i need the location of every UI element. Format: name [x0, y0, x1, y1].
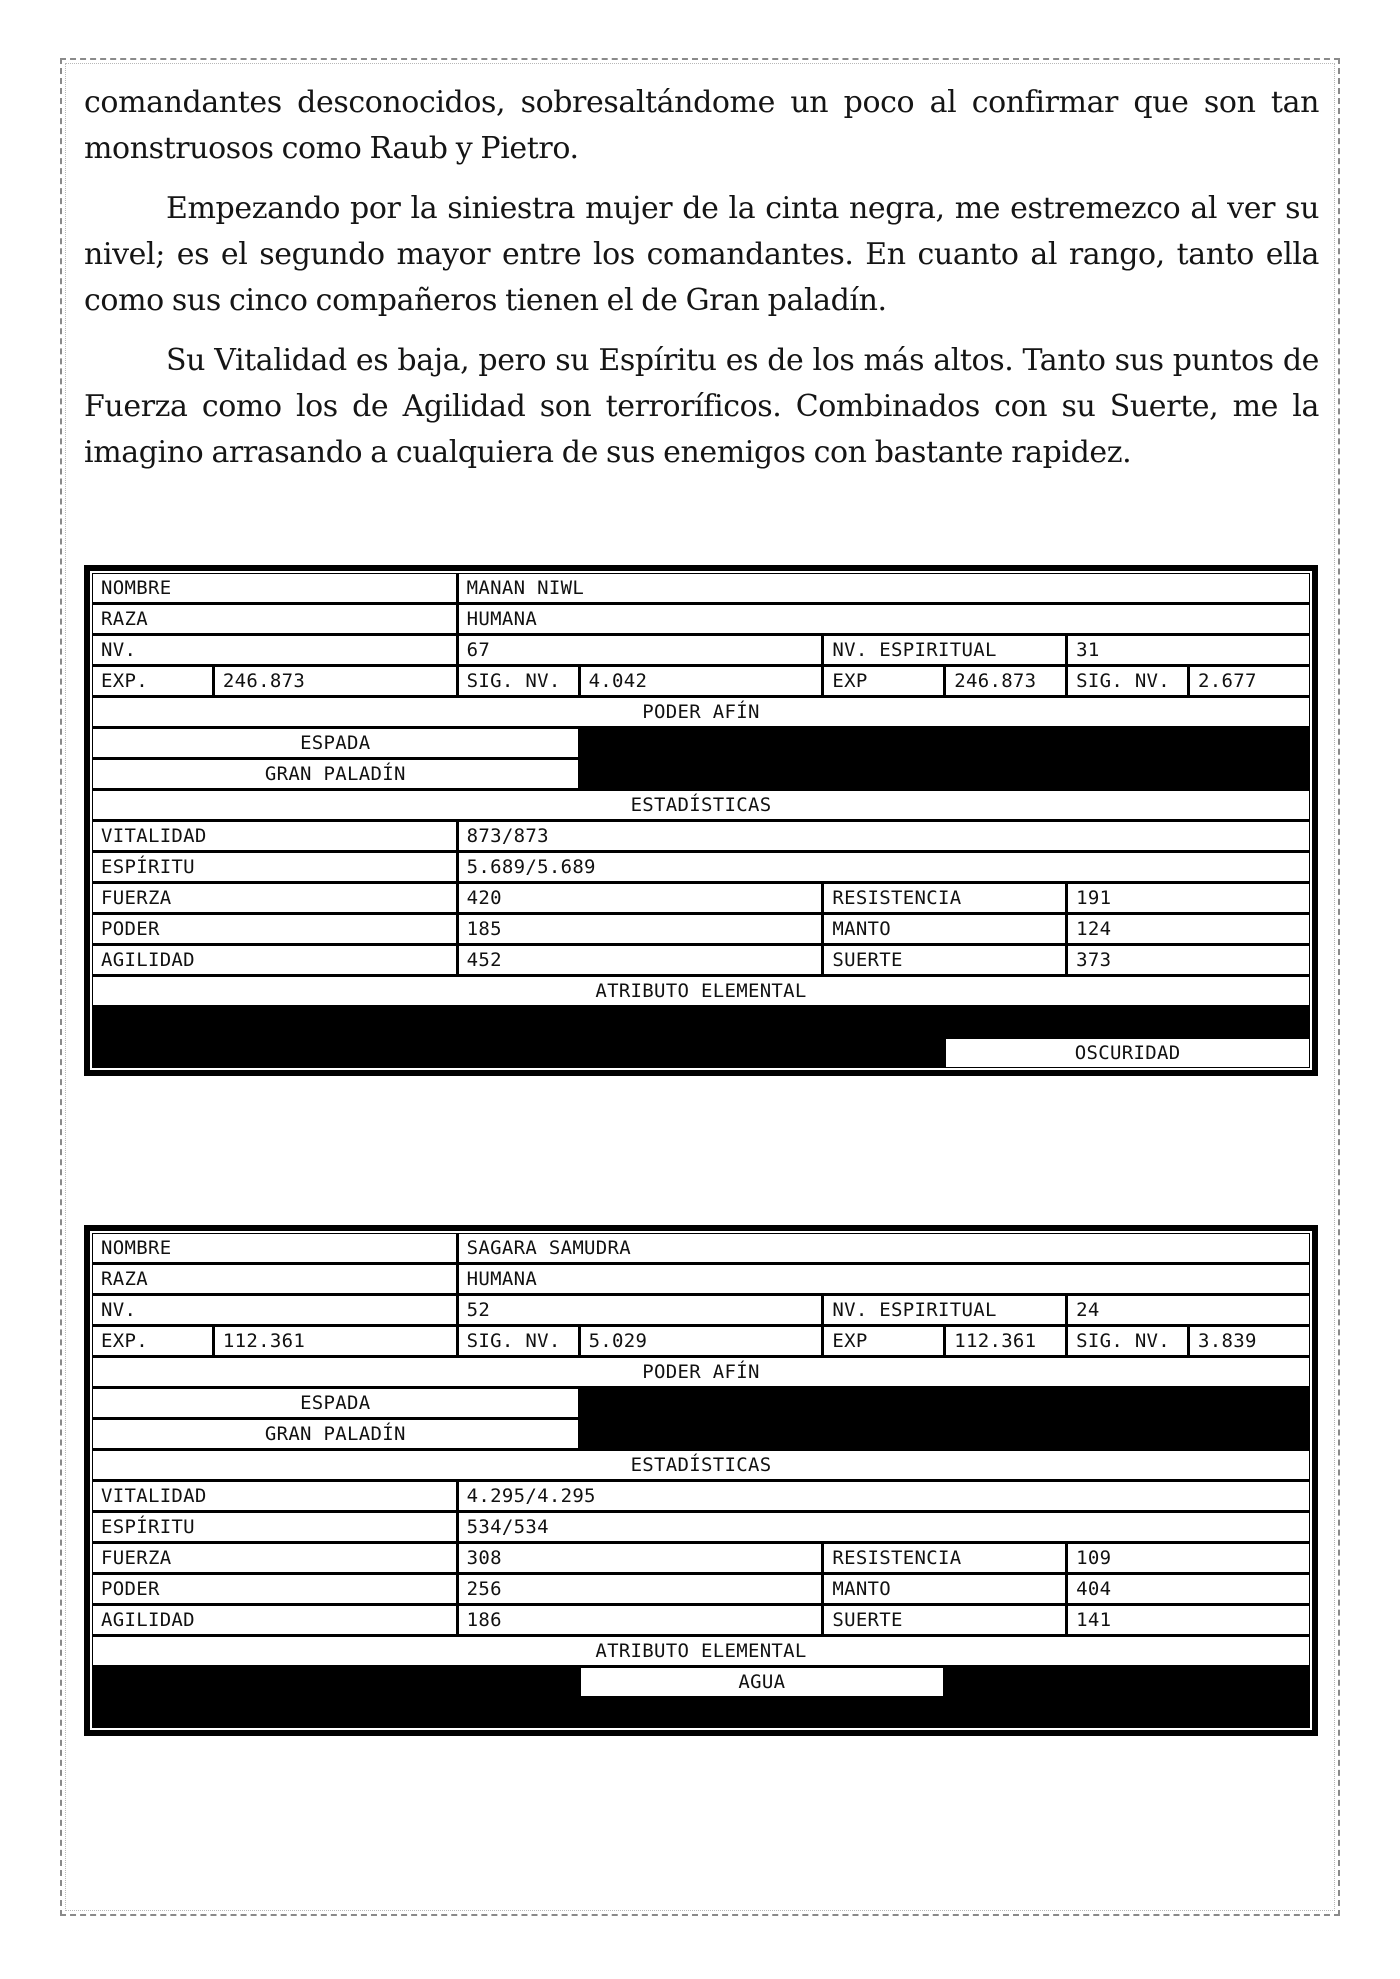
label-sig-nv-espiritual: SIG. NV.	[1067, 666, 1189, 697]
label-espiritu: ESPÍRITU	[92, 852, 458, 883]
stat-table	[90, 1231, 1312, 1730]
value-fuerza: 308	[457, 1543, 823, 1574]
empty-slot	[945, 1007, 1311, 1038]
elemento-agua: AGUA	[579, 1667, 945, 1698]
label-vitalidad: VITALIDAD	[92, 821, 458, 852]
label-poder: PODER	[92, 914, 458, 945]
value-suerte: 141	[1067, 1605, 1311, 1636]
empty-slot	[92, 1667, 580, 1698]
label-resistencia: RESISTENCIA	[823, 1543, 1067, 1574]
value-manto: 124	[1067, 914, 1311, 945]
paragraph: Su Vitalidad es baja, pero su Espíritu es de los más altos. Tanto sus puntos de Fuerza como los de Agilidad son terroríficos. Combinados con su Suerte, me la imagino arrasando a cualquiera de sus enemigos con bastante rapidez.	[84, 343, 1319, 470]
empty-slot	[579, 759, 945, 790]
value-nombre: SAGARA SAMUDRA	[457, 1233, 1310, 1264]
label-fuerza: FUERZA	[92, 1543, 458, 1574]
label-poder: PODER	[92, 1574, 458, 1605]
value-nv: 52	[457, 1295, 823, 1326]
section-poder-afin: PODER AFÍN	[92, 697, 1311, 728]
empty-slot	[579, 1038, 945, 1069]
empty-slot	[92, 1038, 580, 1069]
label-agilidad: AGILIDAD	[92, 945, 458, 976]
empty-slot	[579, 728, 945, 759]
value-resistencia: 109	[1067, 1543, 1311, 1574]
value-sig-nv: 5.029	[579, 1326, 823, 1357]
value-nv-espiritual: 31	[1067, 635, 1311, 666]
empty-slot	[945, 1388, 1311, 1419]
label-exp-espiritual: EXP	[823, 1326, 945, 1357]
value-sig-nv-espiritual: 2.677	[1189, 666, 1311, 697]
value-exp: 112.361	[213, 1326, 457, 1357]
value-poder: 185	[457, 914, 823, 945]
label-sig-nv: SIG. NV.	[457, 1326, 579, 1357]
empty-slot	[579, 1698, 945, 1729]
label-nombre: NOMBRE	[92, 1233, 458, 1264]
section-poder-afin: PODER AFÍN	[92, 1357, 1311, 1388]
label-nv-espiritual: NV. ESPIRITUAL	[823, 635, 1067, 666]
afinidad-espada: ESPADA	[92, 728, 580, 759]
label-suerte: SUERTE	[823, 1605, 1067, 1636]
value-sig-nv-espiritual: 3.839	[1189, 1326, 1311, 1357]
empty-slot	[945, 759, 1311, 790]
empty-slot	[945, 1419, 1311, 1450]
section-estadisticas: ESTADÍSTICAS	[92, 790, 1311, 821]
label-exp: EXP.	[92, 666, 214, 697]
paragraph: Empezando por la siniestra mujer de la cinta negra, me estremezco al ver su nivel; es el segundo mayor entre los comandantes. En cuanto al rango, tanto ella como sus cinco compañeros tienen el de Gran paladín.	[84, 191, 1319, 318]
stat-sheet-manan-niwl	[84, 565, 1318, 1076]
empty-slot	[945, 728, 1311, 759]
section-estadisticas: ESTADÍSTICAS	[92, 1450, 1311, 1481]
label-agilidad: AGILIDAD	[92, 1605, 458, 1636]
value-raza: HUMANA	[457, 1264, 1310, 1295]
label-nv-espiritual: NV. ESPIRITUAL	[823, 1295, 1067, 1326]
label-nombre: NOMBRE	[92, 573, 458, 604]
label-sig-nv: SIG. NV.	[457, 666, 579, 697]
elemento-oscuridad: OSCURIDAD	[945, 1038, 1311, 1069]
value-manto: 404	[1067, 1574, 1311, 1605]
value-nombre: MANAN NIWL	[457, 573, 1310, 604]
afinidad-gran-paladin: GRAN PALADÍN	[92, 1419, 580, 1450]
label-manto: MANTO	[823, 914, 1067, 945]
value-agilidad: 452	[457, 945, 823, 976]
value-fuerza: 420	[457, 883, 823, 914]
value-vitalidad: 4.295/4.295	[457, 1481, 1310, 1512]
value-nv-espiritual: 24	[1067, 1295, 1311, 1326]
value-agilidad: 186	[457, 1605, 823, 1636]
value-suerte: 373	[1067, 945, 1311, 976]
value-raza: HUMANA	[457, 604, 1310, 635]
value-nv: 67	[457, 635, 823, 666]
label-nv: NV.	[92, 635, 458, 666]
value-sig-nv: 4.042	[579, 666, 823, 697]
label-manto: MANTO	[823, 1574, 1067, 1605]
label-resistencia: RESISTENCIA	[823, 883, 1067, 914]
empty-slot	[92, 1698, 580, 1729]
value-espiritu: 5.689/5.689	[457, 852, 1310, 883]
empty-slot	[92, 1007, 580, 1038]
label-suerte: SUERTE	[823, 945, 1067, 976]
label-espiritu: ESPÍRITU	[92, 1512, 458, 1543]
value-espiritu: 534/534	[457, 1512, 1310, 1543]
label-exp: EXP.	[92, 1326, 214, 1357]
value-vitalidad: 873/873	[457, 821, 1310, 852]
empty-slot	[579, 1007, 945, 1038]
label-raza: RAZA	[92, 1264, 458, 1295]
label-vitalidad: VITALIDAD	[92, 1481, 458, 1512]
value-exp: 246.873	[213, 666, 457, 697]
value-exp-espiritual: 112.361	[945, 1326, 1067, 1357]
value-exp-espiritual: 246.873	[945, 666, 1067, 697]
afinidad-gran-paladin: GRAN PALADÍN	[92, 759, 580, 790]
empty-slot	[945, 1667, 1311, 1698]
label-exp-espiritual: EXP	[823, 666, 945, 697]
value-poder: 256	[457, 1574, 823, 1605]
afinidad-espada: ESPADA	[92, 1388, 580, 1419]
value-resistencia: 191	[1067, 883, 1311, 914]
label-raza: RAZA	[92, 604, 458, 635]
stat-table	[90, 571, 1312, 1070]
paragraph: comandantes desconocidos, sobresaltándome un poco al confirmar que son tan monstruosos como Raub y Pietro.	[84, 85, 1319, 166]
section-atributo-elemental: ATRIBUTO ELEMENTAL	[92, 976, 1311, 1007]
prose-text	[84, 80, 1319, 490]
section-atributo-elemental: ATRIBUTO ELEMENTAL	[92, 1636, 1311, 1667]
label-sig-nv-espiritual: SIG. NV.	[1067, 1326, 1189, 1357]
stat-sheet-sagara-samudra	[84, 1225, 1318, 1736]
label-nv: NV.	[92, 1295, 458, 1326]
label-fuerza: FUERZA	[92, 883, 458, 914]
empty-slot	[579, 1388, 945, 1419]
empty-slot	[579, 1419, 945, 1450]
empty-slot	[945, 1698, 1311, 1729]
